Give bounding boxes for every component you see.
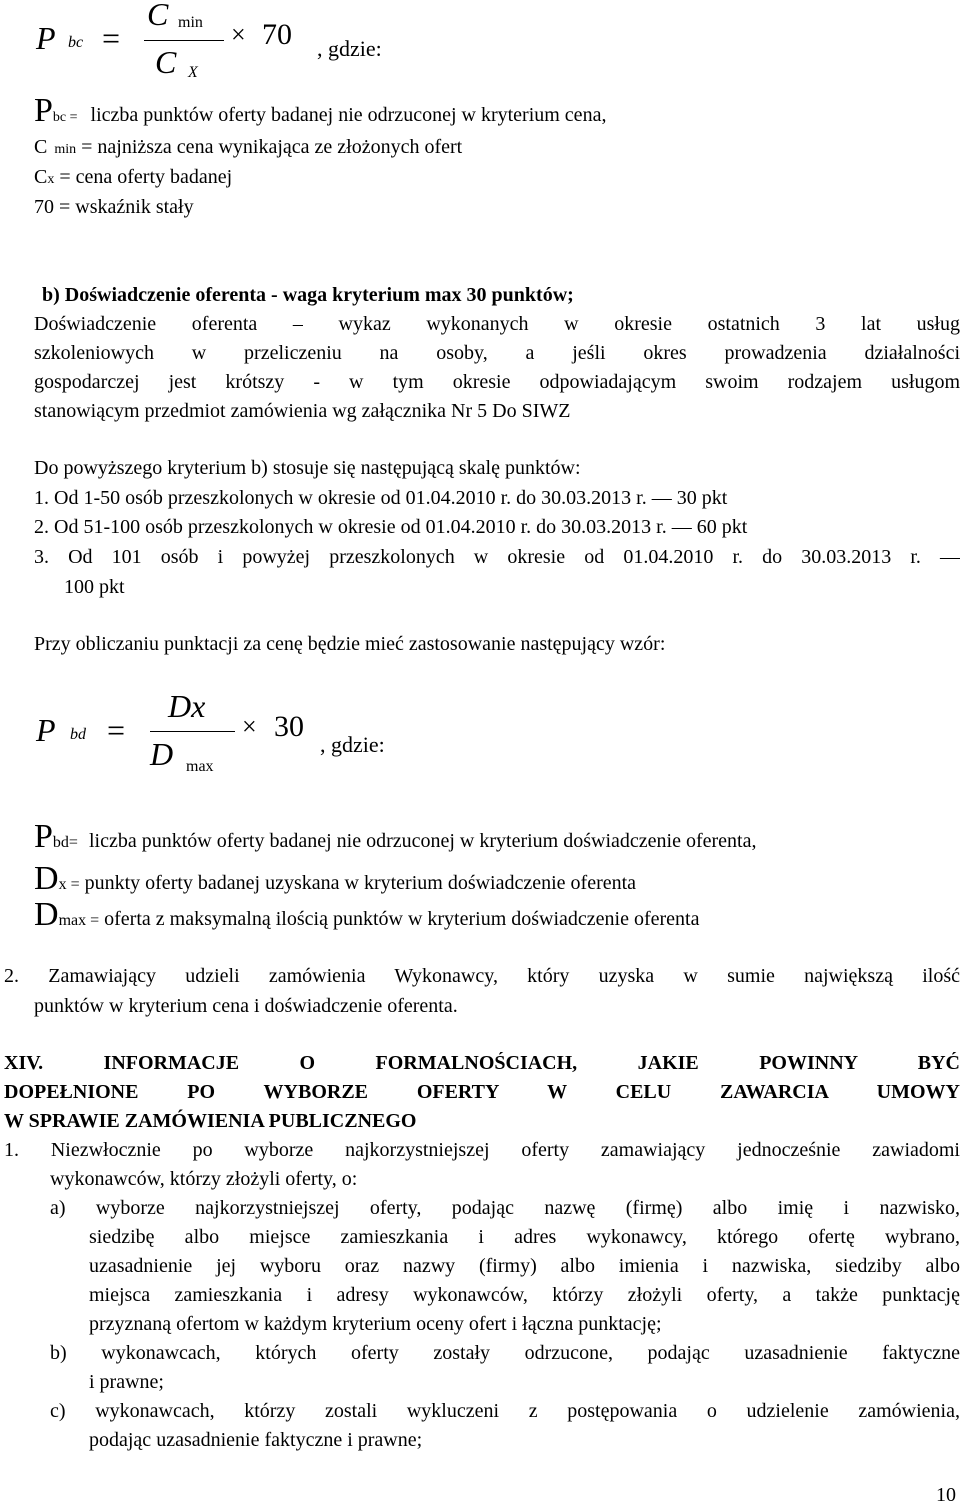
definition-symbol: C [34, 166, 48, 188]
definition-symbol: D [34, 896, 59, 933]
definition-sub: bc = [52, 110, 78, 125]
definition-row [34, 94, 606, 128]
section-heading: XIV. INFORMACJE O FORMALNOŚCIACH, JAKIE POWINNY BYĆ [4, 1052, 960, 1074]
section-heading: W SPRAWIE ZAMÓWIENIA PUBLICZNEGO [4, 1110, 417, 1132]
formula-factor: 70 [262, 18, 292, 51]
formula-denominator-sub: X [188, 64, 198, 81]
formula-denominator: D [150, 736, 174, 772]
definition-row [34, 136, 462, 159]
section-heading: b) Doświadczenie oferenta - waga kryterium max 30 punktów; [42, 284, 574, 306]
formula-numerator: Dx [168, 688, 206, 724]
definition-symbol: D [34, 860, 59, 897]
times-sign: × [242, 712, 257, 741]
formula-denominator: C [155, 44, 177, 80]
formula-lhs: P [36, 712, 56, 748]
scale-item: 3. Od 101 osób i powyżej przeszkolonych w okresie od 01.04.2010 r. do 30.03.2013 r. — [34, 546, 960, 568]
definition-sub: x = [58, 876, 80, 893]
paragraph-line: punktów w kryterium cena i doświadczenie oferenta. [34, 995, 458, 1017]
definition-symbol: P [34, 92, 53, 129]
paragraph-line: szkoleniowych w przeliczeniu na osoby, a jeśli okres prowadzenia działalności [34, 342, 960, 364]
scale-item: 1. Od 1-50 osób przeszkolonych w okresie od 01.04.2010 r. do 30.03.2013 r. — 30 pkt [34, 487, 728, 509]
scale-item: 2. Od 51-100 osób przeszkolonych w okresie od 01.04.2010 r. do 30.03.2013 r. — 60 pkt [34, 516, 748, 538]
definition-text: = najniższa cena wynikająca ze złożonych ofert [81, 136, 463, 158]
definition-text: liczba punktów oferty badanej nie odrzuconej w kryterium cena, [90, 104, 607, 126]
formula-equals: = [102, 20, 121, 56]
definition-symbol: P [34, 818, 53, 855]
formula-denominator-sub: max [186, 758, 214, 775]
formula-equals: = [107, 712, 126, 748]
sub-item-c: podając uzasadnienie faktyczne i prawne; [89, 1429, 423, 1451]
formula-numerator-sub: min [178, 14, 203, 31]
definition-text: liczba punktów oferty badanej nie odrzuconej w kryterium doświadczenie oferenta, [88, 830, 757, 852]
sub-item-a: siedzibę albo miejsce zamieszkania i adres wykonawcy, którego ofertę wybrano, [89, 1226, 960, 1248]
sub-item-b: b) wykonawcach, których oferty zostały odrzucone, podając uzasadnienie faktyczne [50, 1342, 960, 1364]
definition-text: = cena oferty badanej [59, 166, 233, 188]
formula-factor: 30 [274, 710, 304, 743]
definition-row [34, 898, 699, 932]
formula-lhs: P [36, 20, 56, 56]
sub-item-a: przyznaną ofertom w każdym kryterium oceny ofert i łączna punktację; [89, 1313, 662, 1335]
scale-item-continued: 100 pkt [64, 576, 125, 598]
fraction-bar [144, 40, 224, 41]
times-sign: × [231, 20, 246, 49]
definition-text: = wskaźnik stały [59, 196, 194, 218]
sub-item-a: uzasadnienie jej wyboru oraz nazwy (firmy) albo imienia i nazwiska, siedziby albo [89, 1255, 960, 1277]
sub-item-a: a) wyborze najkorzystniejszej oferty, podając nazwę (firmę) albo imię i nazwisko, [50, 1197, 960, 1219]
formula-numerator: C [147, 0, 169, 32]
list-item-continued: wykonawców, którzy złożyli oferty, o: [50, 1168, 358, 1190]
formula-intro: Przy obliczaniu punktacji za cenę będzie mieć zastosowanie następujący wzór: [34, 633, 666, 655]
definition-sub: x [47, 172, 55, 187]
sub-item-b: i prawne; [89, 1371, 164, 1393]
definition-sub: max = [58, 912, 100, 929]
page-number: 10 [936, 1484, 956, 1506]
scale-intro: Do powyższego kryterium b) stosuje się następującą skalę punktów: [34, 457, 581, 479]
definition-text: punkty oferty badanej uzyskana w kryterium doświadczenie oferenta [84, 872, 637, 894]
paragraph-line: stanowiącym przedmiot zamówienia wg załącznika Nr 5 Do SIWZ [34, 400, 571, 422]
definition-sub: min [54, 142, 77, 157]
definition-symbol: C [34, 136, 48, 158]
definition-row [34, 820, 756, 854]
definition-row [34, 166, 232, 189]
definition-sub: bd= [52, 834, 78, 851]
section-heading: DOPEŁNIONE PO WYBORZE OFERTY W CELU ZAWARCIA UMOWY [4, 1081, 960, 1103]
list-item: 1. Niezwłocznie po wyborze najkorzystniejszej oferty zamawiający jednocześnie zawiadomi [4, 1139, 960, 1161]
fraction-bar [150, 731, 235, 732]
definition-text: oferta z maksymalną ilością punktów w kryterium doświadczenie oferenta [104, 908, 700, 930]
definition-row [34, 862, 636, 896]
formula-tail: , gdzie: [317, 36, 382, 61]
definition-symbol: 70 [34, 196, 54, 218]
paragraph-line: Doświadczenie oferenta – wykaz wykonanych w okresie ostatnich 3 lat usług [34, 313, 960, 335]
paragraph-line: gospodarczej jest krótszy - w tym okresie odpowiadającym swoim rodzajem usługom [34, 371, 960, 393]
formula-lhs-sub: bd [70, 726, 86, 743]
formula-tail: , gdzie: [320, 732, 385, 757]
formula-lhs-sub: bc [68, 34, 84, 51]
definition-row [34, 196, 194, 219]
sub-item-a: miejsca zamieszkania i adresy wykonawców, którzy złożyli oferty, a także punktację [89, 1284, 960, 1306]
sub-item-c: c) wykonawcach, którzy zostali wykluczeni z postępowania o udzielenie zamówienia, [50, 1400, 960, 1422]
paragraph-line: 2. Zamawiający udzieli zamówienia Wykonawcy, który uzyska w sumie największą ilość [4, 965, 960, 987]
